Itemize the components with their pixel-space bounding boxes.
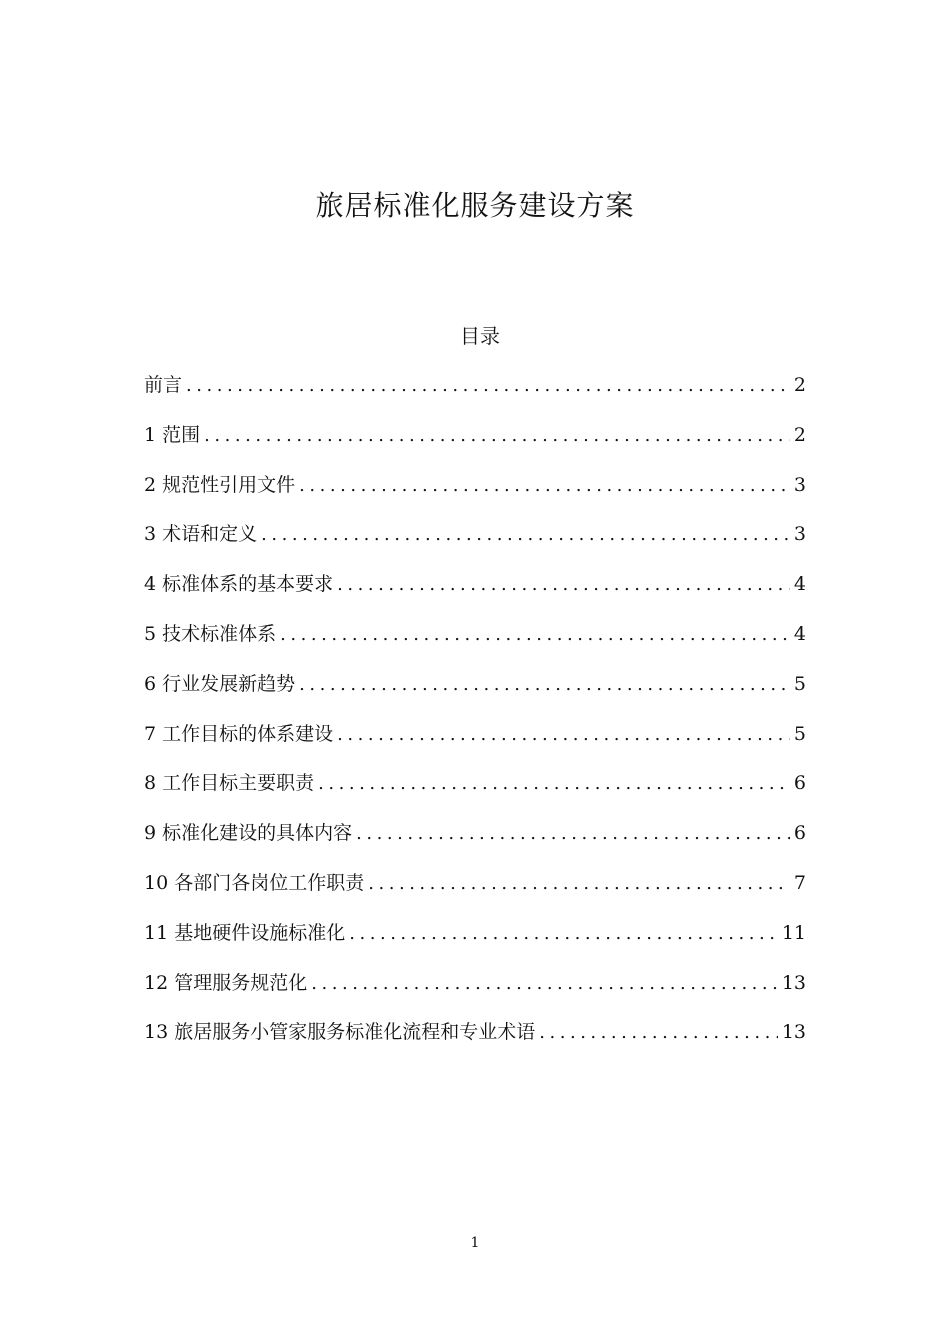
toc-dot-leader [539,1018,778,1048]
toc-entry-page: 6 [793,772,806,795]
toc-entry-title: 5 技术标准体系 [144,622,277,645]
toc-entry-title: 11 基地硬件设施标准化 [144,921,346,944]
toc-entry[interactable] [144,868,806,918]
page-number: 1 [470,1235,480,1251]
toc-entry-page: 5 [793,722,806,745]
toc-entry[interactable] [144,1017,806,1067]
toc-entry[interactable] [144,968,806,1018]
toc-dot-leader [299,670,790,700]
toc-entry-page: 7 [793,871,806,894]
toc-dot-leader [280,620,790,650]
toc-entry[interactable] [144,420,806,470]
toc-entry[interactable] [144,569,806,619]
toc-entry-page: 4 [793,622,806,645]
toc-entry[interactable] [144,619,806,669]
toc-entry[interactable] [144,918,806,968]
toc-entry-title: 9 标准化建设的具体内容 [144,822,353,845]
toc-entry[interactable] [144,669,806,719]
toc-dot-leader [337,570,790,600]
toc-entry-title: 6 行业发展新趋势 [144,672,296,695]
toc-entry-page: 11 [781,921,806,944]
toc-heading: 目录 [460,324,500,348]
toc-entry-title: 前言 [144,374,183,396]
toc-entry-title: 3 术语和定义 [144,523,258,546]
toc-dot-leader [349,919,778,949]
table-of-contents [144,370,806,1067]
toc-entry-page: 2 [793,374,806,396]
toc-entry-page: 5 [793,672,806,695]
toc-entry-page: 6 [793,822,806,845]
toc-entry-title: 4 标准体系的基本要求 [144,573,334,596]
toc-dot-leader [204,421,790,451]
toc-entry-title: 10 各部门各岗位工作职责 [144,871,365,894]
toc-entry-title: 1 范围 [144,423,201,446]
toc-entry-title: 2 规范性引用文件 [144,473,296,496]
toc-dot-leader [318,769,790,799]
toc-dot-leader [186,371,790,401]
toc-dot-leader [311,969,778,999]
toc-dot-leader [299,471,790,501]
toc-entry-title: 12 管理服务规范化 [144,971,308,994]
toc-dot-leader [337,720,790,750]
toc-entry-page: 3 [793,523,806,546]
toc-entry-page: 2 [793,423,806,446]
toc-dot-leader [356,819,790,849]
toc-entry-title: 13 旅居服务小管家服务标准化流程和专业术语 [144,1021,536,1044]
toc-entry-page: 4 [793,573,806,596]
toc-entry[interactable] [144,519,806,569]
toc-entry[interactable] [144,719,806,769]
toc-entry-title: 8 工作目标主要职责 [144,772,315,795]
toc-entry-page: 3 [793,473,806,496]
toc-dot-leader [261,520,790,550]
toc-entry-page: 13 [781,971,806,994]
document-title: 旅居标准化服务建设方案 [315,189,635,222]
toc-entry[interactable] [144,370,806,420]
toc-entry-title: 7 工作目标的体系建设 [144,722,334,745]
toc-entry[interactable] [144,470,806,520]
toc-dot-leader [368,869,790,899]
toc-entry-page: 13 [781,1021,806,1044]
toc-entry[interactable] [144,768,806,818]
toc-entry[interactable] [144,818,806,868]
